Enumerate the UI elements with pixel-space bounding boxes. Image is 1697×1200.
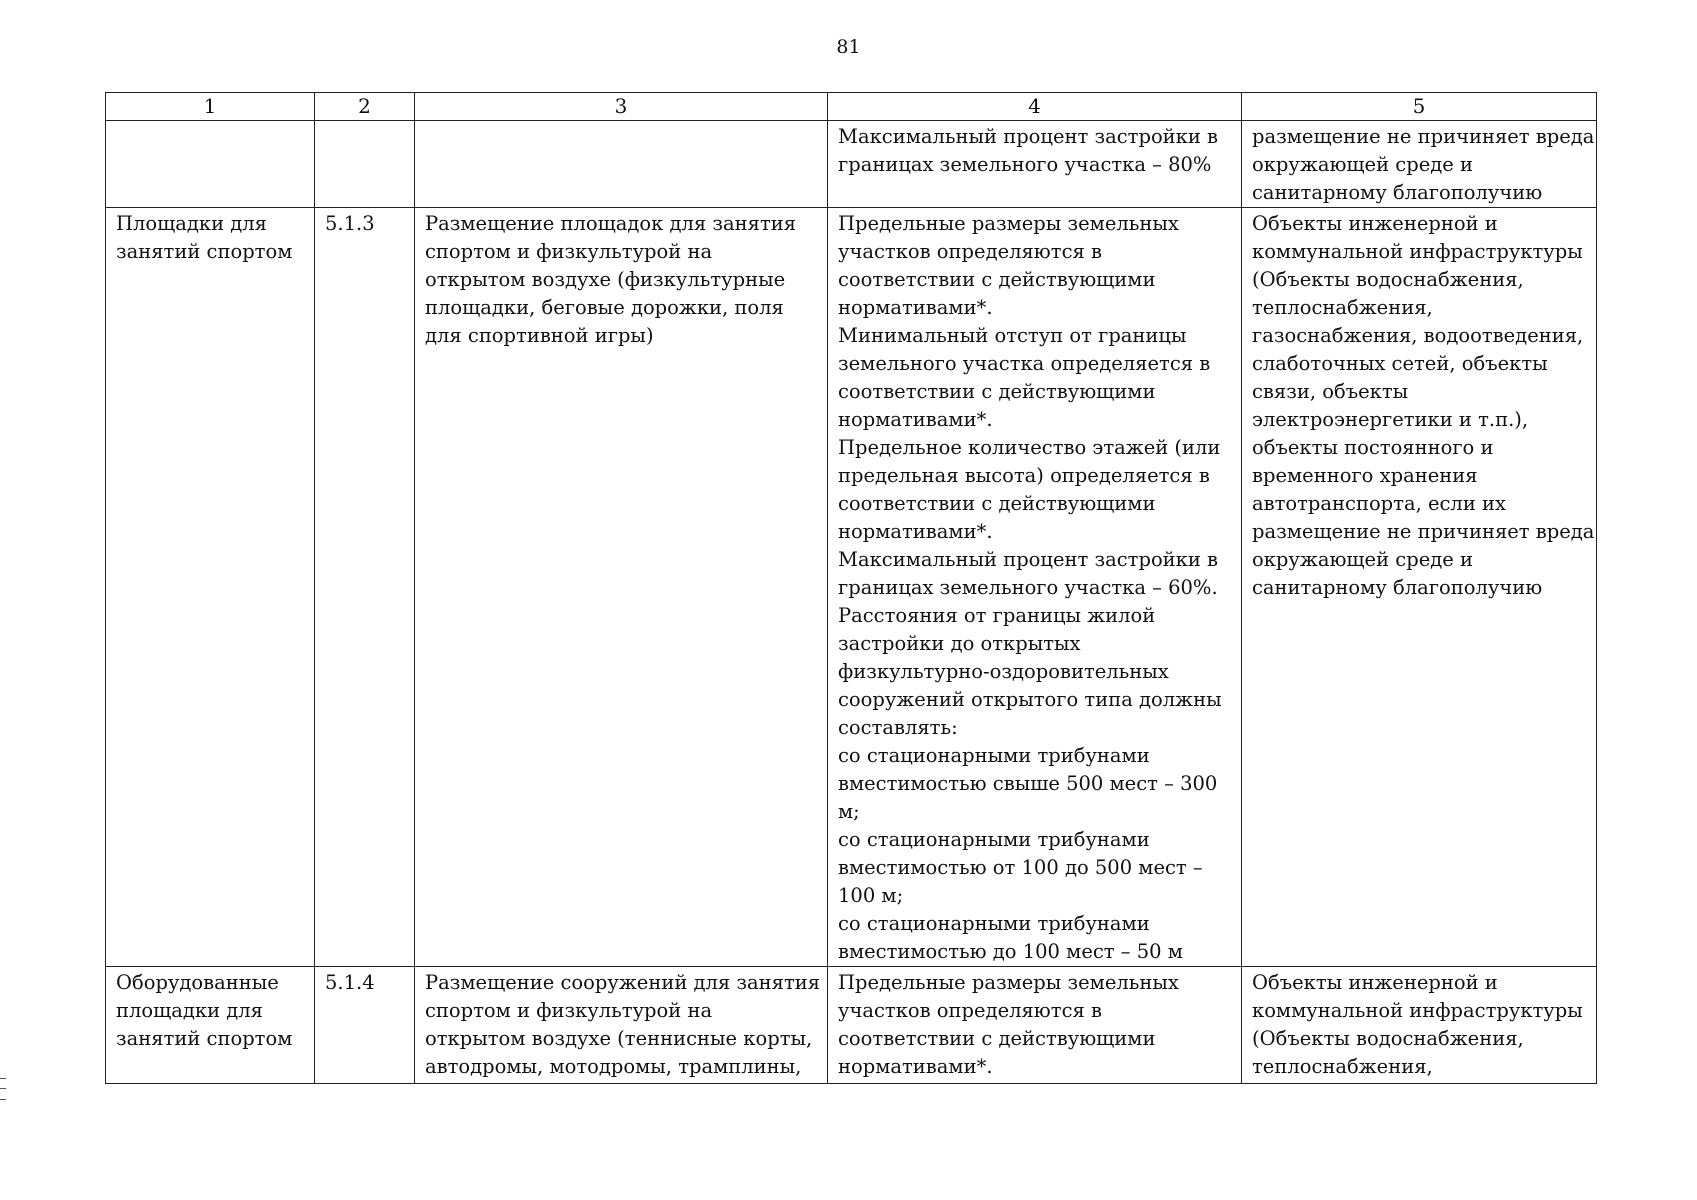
column-number-4: 4 — [828, 93, 1242, 121]
cell-text-line: со стационарными трибунами — [838, 828, 1150, 851]
cell-use-name — [106, 208, 315, 967]
cell-use-name — [106, 121, 315, 208]
cell-text-line: нормативами*. — [838, 408, 993, 431]
cell-text-line: Расстояния от границы жилой — [838, 604, 1156, 627]
cell-text-line: Минимальный отступ от границы — [838, 324, 1187, 347]
table-row — [106, 208, 1597, 967]
cell-text-line: Максимальный процент застройки в — [838, 548, 1219, 571]
cell-parameters — [828, 967, 1242, 1084]
cell-text-line: Предельные размеры земельных — [838, 212, 1179, 235]
cell-text-line: спортом и физкультурой на — [425, 999, 713, 1022]
cell-text-line: 5.1.3 — [325, 212, 375, 235]
cell-text-line: коммунальной инфраструктуры — [1252, 999, 1583, 1022]
cell-text-line: Предельные размеры земельных — [838, 971, 1179, 994]
cell-text-line: сооружений открытого типа должны — [838, 688, 1222, 711]
cell-text-line: соответствии с действующими — [838, 268, 1156, 291]
cell-description — [415, 208, 828, 967]
cell-text-line: Размещение площадок для занятия — [425, 212, 797, 235]
column-number-3: 3 — [415, 93, 828, 121]
cell-text-line: составлять: — [838, 716, 958, 739]
margin-mark — [0, 1078, 6, 1100]
cell-text-line: слаботочных сетей, объекты — [1252, 352, 1548, 375]
cell-text-line: теплоснабжения, — [1252, 1055, 1433, 1078]
cell-text-line: соответствии с действующими — [838, 380, 1156, 403]
cell-text-line: соответствии с действующими — [838, 492, 1156, 515]
cell-text-line: застройки до открытых — [838, 632, 1081, 655]
cell-text-line: (Объекты водоснабжения, — [1252, 268, 1524, 291]
cell-text-line: Объекты инженерной и — [1252, 212, 1498, 235]
column-number-5: 5 — [1242, 93, 1597, 121]
cell-text-line: вместимостью свыше 500 мест – 300 — [838, 772, 1218, 795]
cell-text-line: нормативами*. — [838, 296, 993, 319]
cell-text-line: участков определяются в — [838, 240, 1102, 263]
cell-text-line: Площадки для — [116, 212, 267, 235]
cell-text-line: Предельное количество этажей (или — [838, 436, 1221, 459]
table-row — [106, 967, 1597, 1084]
cell-text-line: теплоснабжения, — [1252, 296, 1433, 319]
cell-text-line: соответствии с действующими — [838, 1027, 1156, 1050]
cell-text-line: спортом и физкультурой на — [425, 240, 713, 263]
cell-text-line: временного хранения — [1252, 464, 1478, 487]
cell-text-line: для спортивной игры) — [425, 324, 654, 347]
cell-auxiliary-uses — [1242, 121, 1597, 208]
cell-text-line: нормативами*. — [838, 1055, 993, 1078]
cell-text-line: физкультурно-оздоровительных — [838, 660, 1169, 683]
table-row — [106, 121, 1597, 208]
cell-text-line: вместимостью до 100 мест – 50 м — [838, 940, 1183, 963]
cell-text-line: Объекты инженерной и — [1252, 971, 1498, 994]
column-number-1: 1 — [106, 93, 315, 121]
cell-text-line: нормативами*. — [838, 520, 993, 543]
cell-text-line: занятий спортом — [116, 1027, 293, 1050]
cell-text-line: предельная высота) определяется в — [838, 464, 1210, 487]
cell-text-line: санитарному благополучию — [1252, 576, 1543, 599]
cell-text-line: размещение не причиняет вреда — [1252, 125, 1595, 148]
cell-text-line: размещение не причиняет вреда — [1252, 520, 1595, 543]
cell-text-line: автотранспорта, если их — [1252, 492, 1507, 515]
cell-text-line: площадки, беговые дорожки, поля — [425, 296, 784, 319]
cell-text-line: площадки для — [116, 999, 263, 1022]
cell-text-line: окружающей среде и — [1252, 548, 1473, 571]
cell-text-line: земельного участка определяется в — [838, 352, 1211, 375]
cell-text-line: занятий спортом — [116, 240, 293, 263]
cell-text-line: границах земельного участка – 80% — [838, 153, 1212, 176]
cell-text-line: Максимальный процент застройки в — [838, 125, 1219, 148]
cell-text-line: Размещение сооружений для занятия — [425, 971, 821, 994]
cell-code — [315, 967, 415, 1084]
cell-use-name — [106, 967, 315, 1084]
cell-text-line: электроэнергетики и т.п.), — [1252, 408, 1529, 431]
cell-text-line: со стационарными трибунами — [838, 912, 1150, 935]
cell-text-line: участков определяются в — [838, 999, 1102, 1022]
cell-code — [315, 121, 415, 208]
cell-text-line: границах земельного участка – 60%. — [838, 576, 1218, 599]
cell-text-line: (Объекты водоснабжения, — [1252, 1027, 1524, 1050]
cell-code — [315, 208, 415, 967]
page-number: 81 — [836, 36, 861, 58]
cell-description — [415, 121, 828, 208]
cell-text-line: автодромы, мотодромы, трамплины, — [425, 1055, 802, 1078]
cell-text-line: 100 м; — [838, 884, 904, 907]
column-number-2: 2 — [315, 93, 415, 121]
cell-text-line: Оборудованные — [116, 971, 279, 994]
cell-auxiliary-uses — [1242, 208, 1597, 967]
table-header-row — [106, 93, 1597, 121]
cell-text-line: связи, объекты — [1252, 380, 1409, 403]
cell-parameters — [828, 121, 1242, 208]
cell-parameters — [828, 208, 1242, 967]
cell-text-line: вместимостью от 100 до 500 мест – — [838, 856, 1203, 879]
cell-text-line: объекты постоянного и — [1252, 436, 1494, 459]
cell-text-line: санитарному благополучию — [1252, 181, 1543, 204]
cell-text-line: коммунальной инфраструктуры — [1252, 240, 1583, 263]
cell-text-line: открытом воздухе (теннисные корты, — [425, 1027, 813, 1050]
cell-text-line: со стационарными трибунами — [838, 744, 1150, 767]
zoning-table — [105, 92, 1597, 1084]
cell-description — [415, 967, 828, 1084]
cell-text-line: открытом воздухе (физкультурные — [425, 268, 786, 291]
cell-text-line: окружающей среде и — [1252, 153, 1473, 176]
cell-auxiliary-uses — [1242, 967, 1597, 1084]
cell-text-line: м; — [838, 800, 860, 823]
cell-text-line: 5.1.4 — [325, 971, 375, 994]
cell-text-line: газоснабжения, водоотведения, — [1252, 324, 1584, 347]
